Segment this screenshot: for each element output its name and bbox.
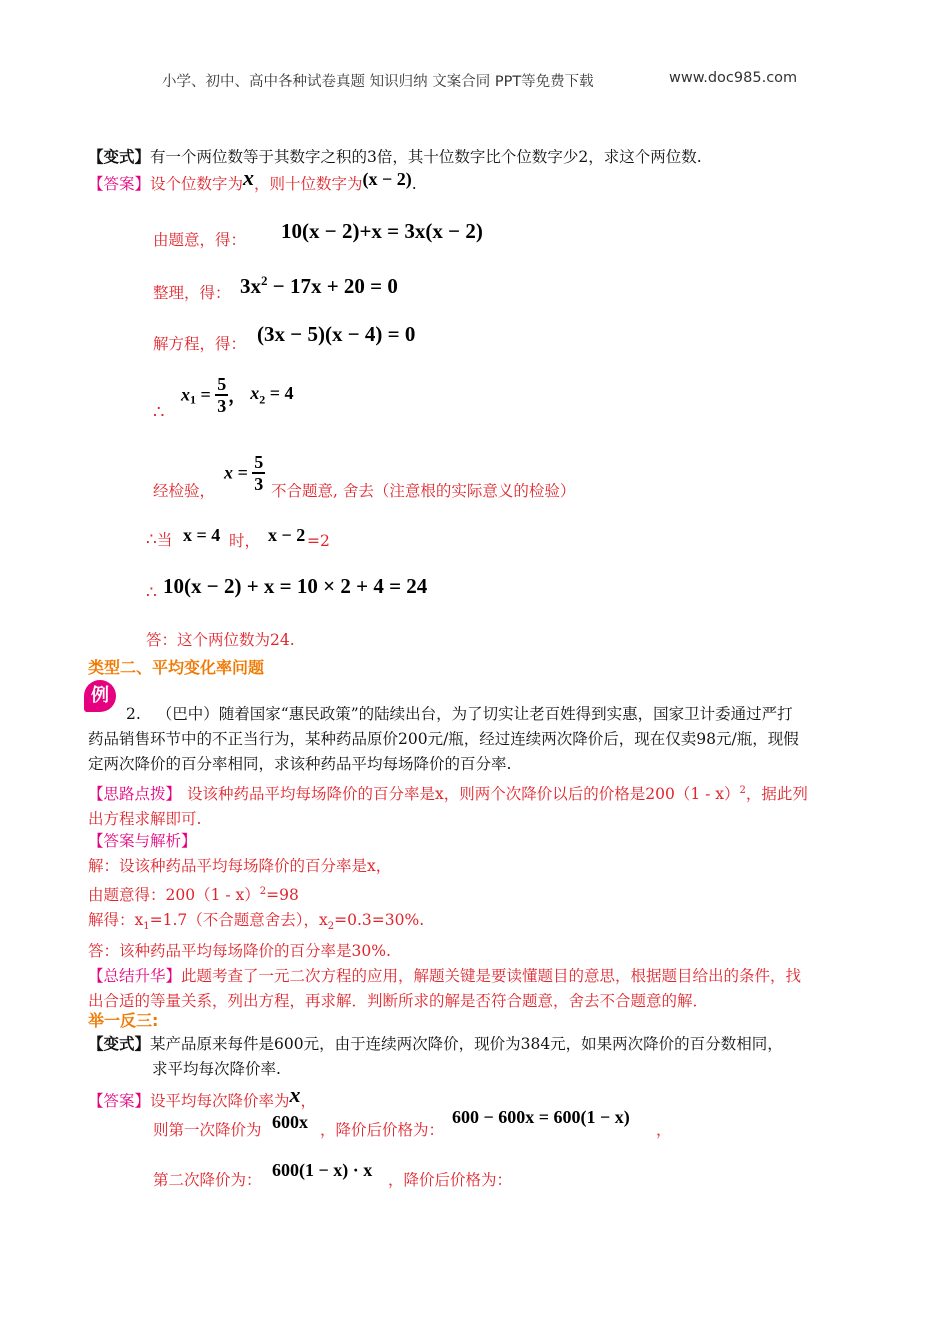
type2-hint-line1-a: 设该种药品平均每场降价的百分率是x，则两个次降价以后的价格是200（1 - x） — [187, 785, 740, 804]
variant1-therefore-2: ∴ — [146, 530, 157, 550]
type2-solution-line3-sub2: 2 — [327, 921, 335, 933]
variant1-root1-fraction — [215, 374, 228, 416]
variant1-tens-expr: (x − 2) — [362, 169, 412, 189]
variant2-first-a: 则第一次降价为 — [153, 1121, 262, 1139]
variant2-answer-a: 设平均每次降价率为 — [150, 1092, 290, 1110]
type2-answer-label: 【答案与解析】 — [88, 832, 197, 850]
type2-hint-label: 【思路点拨】 — [88, 785, 182, 804]
variant2-second-a: 第二次降价为： — [153, 1171, 262, 1189]
variant1-final-answer: 答：这个两位数为24. — [146, 631, 295, 649]
variant1-roots — [181, 374, 294, 416]
variant1-step1-equation: 10(x − 2)+x = 3x(x − 2) — [281, 219, 483, 243]
type2-hint-sup: 2 — [739, 785, 746, 796]
variant1-therefore-1: ∴ — [153, 402, 165, 423]
type2-solution — [88, 829, 866, 1014]
variant1-root2-sub: 2 — [259, 392, 266, 407]
variant1-step3-equation: (3x − 5)(x − 4) = 0 — [257, 322, 416, 346]
variant1-when-line — [146, 530, 172, 550]
variant1-root-comma: ， — [228, 386, 247, 406]
type2-solution-line3-sub1: 1 — [143, 921, 150, 933]
type2-problem-line2: 药品销售环节中的不正当行为，某种药品原价200元/瓶，经过连续两次降价后，现在仅卖98元/瓶，现假 — [88, 730, 799, 748]
variant1-answer-line — [88, 165, 417, 194]
variant1-when-val: =2 — [307, 532, 330, 550]
variant1-check-frac-num: 5 — [254, 452, 264, 472]
variant1-step2-eq-a: 3x — [240, 274, 261, 298]
header-site-url[interactable]: www.doc985.com — [669, 70, 798, 86]
variant1-frac-num: 5 — [217, 374, 227, 394]
variant1-root2-rhs: = 4 — [265, 383, 294, 404]
variant1-check-expr — [224, 452, 265, 494]
variant2-second-expr: 600(1 − x) · x — [272, 1160, 373, 1180]
type2-solution-line3-c: =0.3=30%. — [334, 911, 425, 930]
variant1-answer-b: ，则十位数字为 — [254, 175, 363, 193]
type2-solution-line4: 答：该种药品平均每场降价的百分率是30%. — [88, 942, 391, 961]
variant1-question-text: 有一个两位数等于其数字之积的3倍，其十位数字比个位数字少2，求这个两位数. — [150, 148, 702, 166]
variant2-first-b: ，降价后价格为： — [320, 1121, 445, 1139]
variant1-check-text: 不合题意, 舍去（注意根的实际意义的检验） — [271, 482, 576, 500]
variant1-step3-label: 解方程，得： — [153, 335, 247, 353]
variant2-var-x: x — [289, 1082, 301, 1107]
variant1-step2-sup: 2 — [261, 273, 268, 288]
variant1-frac-den: 3 — [217, 396, 227, 416]
variant1-check-frac-den: 3 — [254, 474, 264, 494]
variant1-root2-lhs: x — [250, 383, 260, 404]
type2-problem — [88, 702, 866, 777]
type2-solution-line2-a: 由题意得：200（1 - x） — [88, 886, 260, 905]
variant1-answer-label: 【答案】 — [88, 175, 151, 193]
type2-solution-line1: 解：设该种药品平均每场降价的百分率是x， — [88, 857, 392, 875]
variant1-check-label: 经检验， — [153, 482, 216, 500]
variant1-when-a: 当 — [156, 531, 173, 549]
variant2-answer-line — [88, 1082, 317, 1111]
variant1-root1-sub: 1 — [190, 392, 196, 407]
variant2-second-b: ，降价后价格为： — [388, 1171, 513, 1189]
variant2-answer-label: 【答案】 — [88, 1092, 151, 1110]
variant2-question-line2: 求平均每次降价率. — [152, 1060, 281, 1078]
variant1-root1-eq: = — [196, 384, 216, 405]
variant1-therefore-3: ∴ — [146, 583, 157, 603]
type2-hint-line1-b: ，据此列 — [745, 785, 808, 804]
type2-solution-line3-b: =1.7（不合题意舍去），x — [149, 911, 328, 930]
variant2-label: 【变式】 — [88, 1034, 151, 1053]
variant1-question — [88, 147, 702, 167]
type2-problem-num: 2. — [126, 705, 141, 723]
variant2-question — [88, 1031, 866, 1082]
type2-solution-line2-b: =98 — [266, 886, 299, 905]
variant1-root1-lhs: x — [181, 384, 190, 405]
variant1-step2-label: 整理，得： — [153, 284, 231, 302]
type2-problem-line3: 定两次降价的百分率相同，求该种药品平均每场降价的百分率. — [88, 755, 512, 773]
variant1-calc-equation: 10(x − 2) + x = 10 × 2 + 4 = 24 — [163, 574, 428, 598]
variant1-check-fraction — [252, 452, 265, 494]
variant2-answer-comma: ， — [300, 1092, 317, 1110]
variant1-when-expr: x − 2 — [268, 525, 306, 545]
type2-problem-line1: （巴中）随着国家“惠民政策”的陆续出台，为了切实让老百姓得到实惠，国家卫计委通过严打 — [156, 705, 793, 723]
variant2-first-end: ， — [656, 1121, 672, 1139]
variant2-question-line1: 某产品原来每件是600元，由于连续两次降价，现价为384元，如果两次降价的百分数相同， — [150, 1035, 783, 1053]
variant1-period: . — [411, 175, 417, 193]
type2-hint-line2: 出方程求解即可. — [88, 810, 202, 829]
header-site-text: 小学、初中、高中各种试卷真题 知识归纳 文案合同 PPT等免费下载 — [162, 74, 594, 90]
type2-summary-line2: 出合适的等量关系，列出方程，再求解．判断所求的解是否符合题意，舍去不合题意的解． — [88, 992, 709, 1011]
variant1-check-lhs: x = — [224, 462, 253, 483]
type2-summary-line1: 此题考查了一元二次方程的应用，解题关键是要读懂题目的意思，根据题目给出的条件，找 — [181, 967, 802, 986]
variant1-step2-eq-b: − 17x + 20 = 0 — [267, 274, 398, 298]
type2-solution-line3-a: 解得：x — [88, 911, 144, 930]
example-badge: 例 — [84, 680, 116, 712]
variant1-when-b: 时， — [229, 532, 261, 550]
variant1-var-x: x — [243, 165, 255, 190]
variant1-label: 【变式】 — [88, 147, 151, 166]
variant1-step1-label: 由题意，得： — [153, 231, 247, 249]
variant1-step2-equation — [240, 273, 398, 299]
variant2-heading: 举一反三: — [88, 1011, 159, 1030]
variant1-answer-a: 设个位数字为 — [150, 175, 244, 193]
type2-hint — [88, 778, 866, 832]
type2-solution-line2-sup: 2 — [259, 886, 267, 897]
type2-heading: 类型二、平均变化率问题 — [88, 658, 265, 677]
variant1-when-eq: x = 4 — [183, 525, 221, 545]
type2-summary-label: 【总结升华】 — [88, 967, 182, 986]
variant2-first-equation: 600 − 600x = 600(1 − x) — [452, 1107, 630, 1127]
variant2-first-expr: 600x — [272, 1112, 308, 1132]
